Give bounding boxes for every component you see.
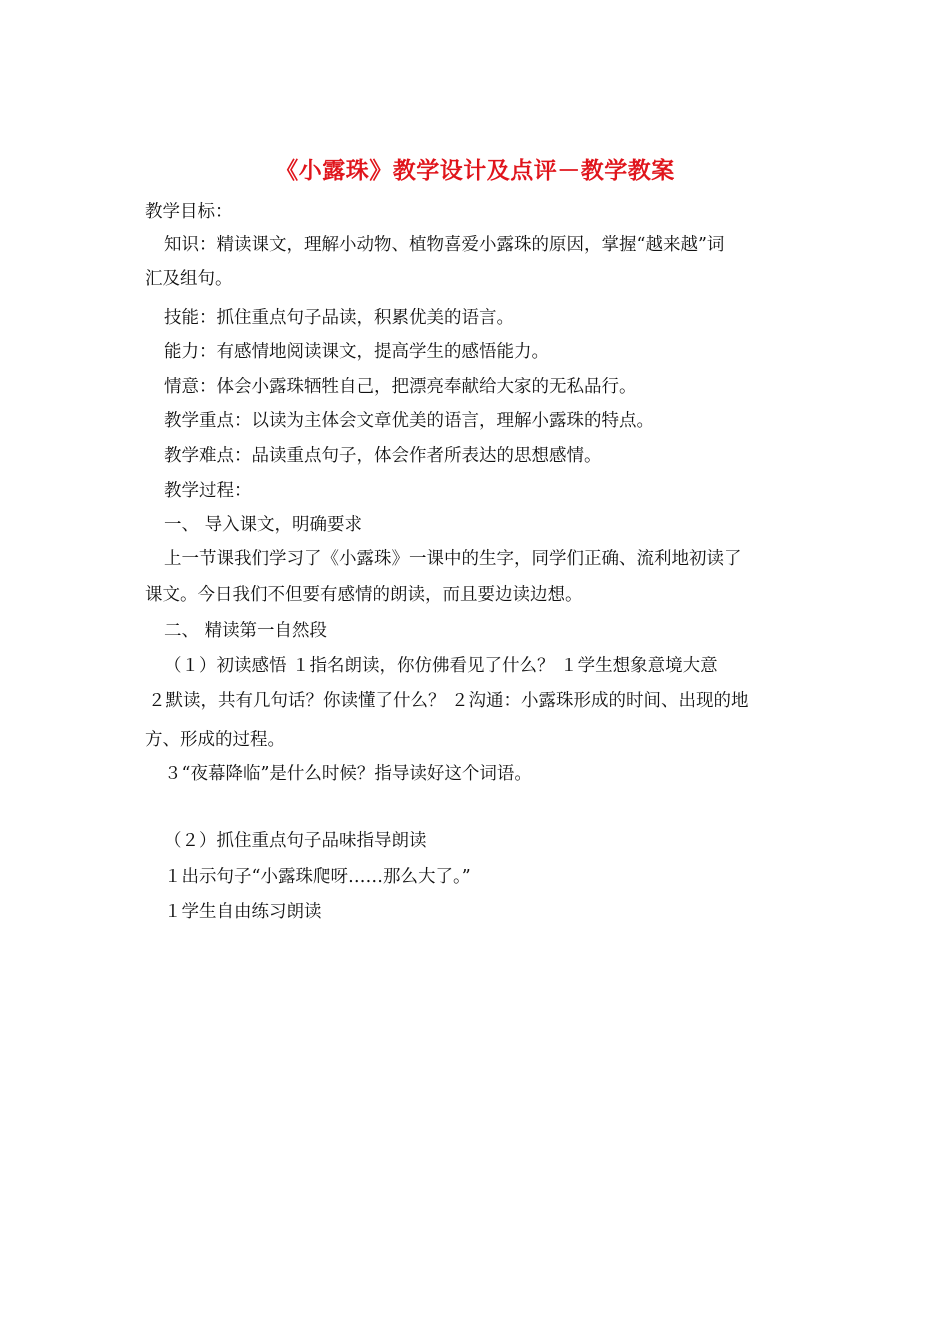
text-line: ２默读，共有几句话？你读懂了什么？ ２沟通：小露珠形成的时间、出现的地 xyxy=(148,691,749,711)
text-line: 教学重点：以读为主体会文章优美的语言，理解小露珠的特点。 xyxy=(164,411,654,431)
document-title: 《小露珠》教学设计及点评－教学教案 xyxy=(275,157,675,184)
text-line: （２）抓住重点句子品味指导朗读 xyxy=(164,831,427,851)
text-line: 方、形成的过程。 xyxy=(145,730,285,750)
section-heading-objectives: 教学目标： xyxy=(145,202,233,222)
section-heading-process: 教学过程： xyxy=(164,481,252,501)
text-line: 技能：抓住重点句子品读，积累优美的语言。 xyxy=(164,308,514,328)
text-line: １学生自由练习朗读 xyxy=(164,902,322,922)
text-line: 教学难点：品读重点句子，体会作者所表达的思想感情。 xyxy=(164,446,602,466)
text-line: 知识：精读课文，理解小动物、植物喜爱小露珠的原因，掌握“越来越”词 xyxy=(164,235,725,255)
step-heading: 一、 导入课文，明确要求 xyxy=(164,515,363,535)
text-line: 上一节课我们学习了《小露珠》一课中的生字，同学们正确、流利地初读了 xyxy=(164,549,742,569)
text-line: １出示句子“小露珠爬呀……那么大了。” xyxy=(164,867,471,887)
text-line: 能力：有感情地阅读课文，提高学生的感悟能力。 xyxy=(164,342,549,362)
text-line: 课文。今日我们不但要有感情的朗读，而且要边读边想。 xyxy=(145,585,583,605)
text-line: ３“夜幕降临”是什么时候？指导读好这个词语。 xyxy=(164,764,532,784)
text-line: （１）初读感悟 １指名朗读，你仿佛看见了什么？ １学生想象意境大意 xyxy=(164,656,718,676)
text-line: 情意：体会小露珠牺牲自己，把漂亮奉献给大家的无私品行。 xyxy=(164,377,637,397)
text-line: 汇及组句。 xyxy=(145,269,233,289)
step-heading: 二、 精读第一自然段 xyxy=(164,621,328,641)
